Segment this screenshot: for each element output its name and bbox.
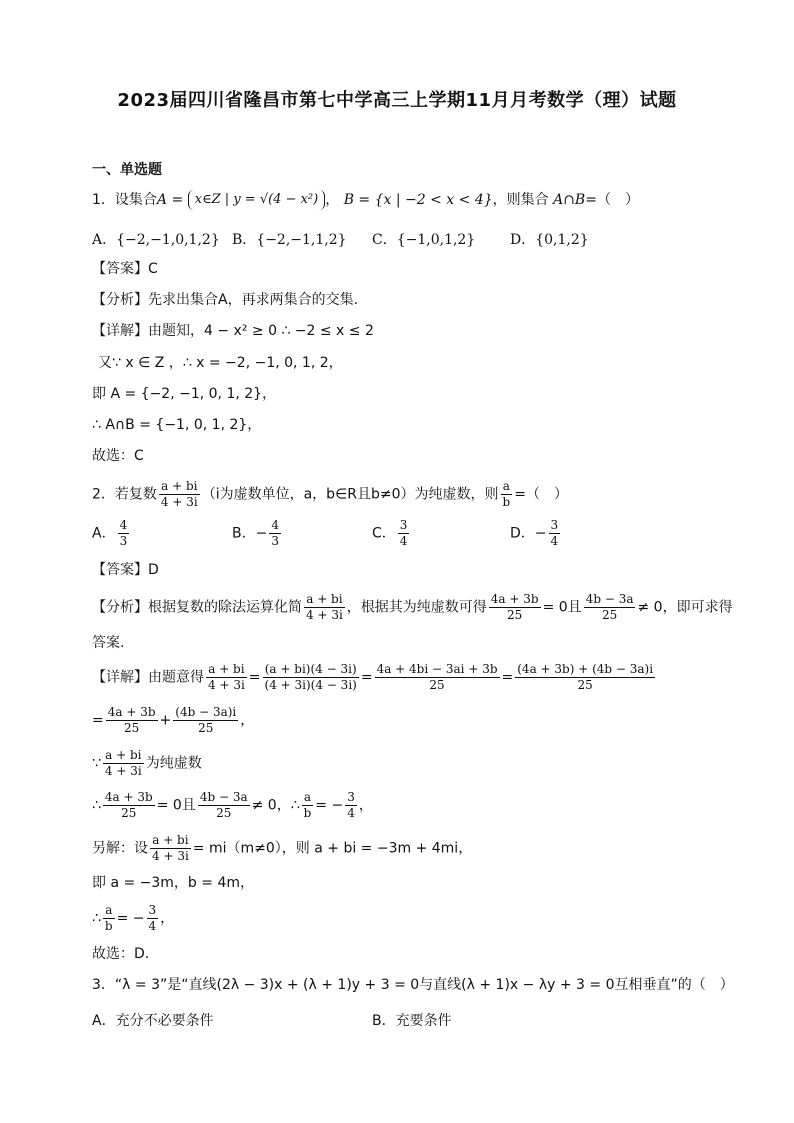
q1-option-a[interactable]: A．{−2,−1,0,1,2} (92, 232, 220, 248)
complex-fraction: $\frac{a + bi}{4 + 3i}$ (160, 479, 198, 509)
q2-stem: 2．若复数 $\frac{a + bi}{4 + 3i}$ （i为虚数单位，a，b∈R且b≠0）为纯虚数，则 $\frac{a}{b}$ =（ ） (92, 479, 568, 509)
q2-detail-line: ∵ $\frac{a + bi}{4 + 3i}$ 为纯虚数 (92, 748, 202, 778)
q2-option-a[interactable]: A． $\frac{4}{3}$ (92, 518, 128, 548)
q1-stem: 1．设集合A = x∈Z | y = √(4 − x²) ， B = {x | −2 < x < 4}，则集合 A∩B=（ ） (92, 191, 639, 208)
q2-analysis: 【分析】根据复数的除法运算化简 $\frac{a + bi}{4 + 3i}$ ，根据其为纯虚数可得 $\frac{4a + 3b}{25}$ = 0且 $\frac{4b - 3a}{25}$ ≠ 0，即可求得 (92, 592, 733, 622)
section-heading: 一、单选题 (92, 162, 162, 178)
q3-option-b[interactable]: B．充要条件 (372, 1013, 452, 1029)
q3-option-a[interactable]: A．充分不必要条件 (92, 1013, 214, 1029)
q2-answer: 【答案】D (92, 562, 159, 578)
ratio-fraction: $\frac{a}{b}$ (502, 479, 511, 509)
set-b-expression: B = {x | −2 < x < 4} (343, 191, 493, 208)
q2-detail-line: ∴ $\frac{a}{b}$ = − $\frac{3}{4}$ ， (92, 903, 175, 933)
q2-option-d[interactable]: D．− $\frac{3}{4}$ (510, 518, 559, 548)
q2-alt-solution: 另解：设 $\frac{a + bi}{4 + 3i}$ = mi（m≠0），则 a + bi = −3m + 4mi， (92, 833, 473, 863)
page-title: 2023届四川省隆昌市第七中学高三上学期11月月考数学（理）试题 (117, 90, 677, 111)
q2-choose: 故选：D. (92, 946, 150, 962)
q1-answer: 【答案】C (92, 261, 158, 277)
q2-analysis-cont: 答案. (92, 635, 125, 651)
q1-detail-line: 即 A = {−2, −1, 0, 1, 2}， (92, 386, 277, 402)
q2-detail-line: ∴ $\frac{4a + 3b}{25}$ = 0且 $\frac{4b - 3a}{25}$ ≠ 0，∴ $\frac{a}{b}$ = − $\frac{3}{4}$ ， (92, 790, 373, 820)
q2-detail-line: = $\frac{4a + 3b}{25}$ + $\frac{(4b - 3a)i}{25}$ ， (92, 705, 255, 735)
q1-choose: 故选：C (92, 448, 144, 464)
q1-option-d[interactable]: D．{0,1,2} (510, 232, 589, 248)
q1-detail-line: ∴ A∩B = {−1, 0, 1, 2}， (92, 417, 262, 433)
q2-alt-solution: 即 a = −3m，b = 4m， (92, 875, 254, 891)
q1-analysis: 【分析】先求出集合A，再求两集合的交集. (92, 292, 359, 308)
q1-detail-line: 【详解】由题知，4 − x² ≥ 0 ∴ −2 ≤ x ≤ 2 (92, 323, 374, 339)
q1-detail-line: 又∵ x ∈ Z ，∴ x = −2, −1, 0, 1, 2， (98, 355, 343, 371)
q2-option-b[interactable]: B．− $\frac{4}{3}$ (232, 518, 279, 548)
q3-stem: 3．“λ = 3”是“直线(2λ − 3)x + (λ + 1)y + 3 = 0与直线(λ + 1)x − λy + 3 = 0互相垂直”的（ ） (92, 977, 734, 993)
q2-option-c[interactable]: C． $\frac{3}{4}$ (372, 518, 408, 548)
q1-option-c[interactable]: C．{−1,0,1,2} (372, 232, 476, 248)
q1-option-b[interactable]: B．{−2,−1,1,2} (232, 232, 347, 248)
set-a-expression: x∈Z | y = √(4 − x²) (188, 190, 326, 210)
q2-detail-line: 【详解】由题意得 $\frac{a + bi}{4 + 3i}$ = $\frac{(a + bi)(4 - 3i)}{(4 + 3i)(4 - 3i)}$ = $\frac{4a + 4bi - 3ai + 3b}{25}$ = $\frac{(4a + 3b) + (4b - 3a)i}{25}$ (92, 662, 654, 692)
